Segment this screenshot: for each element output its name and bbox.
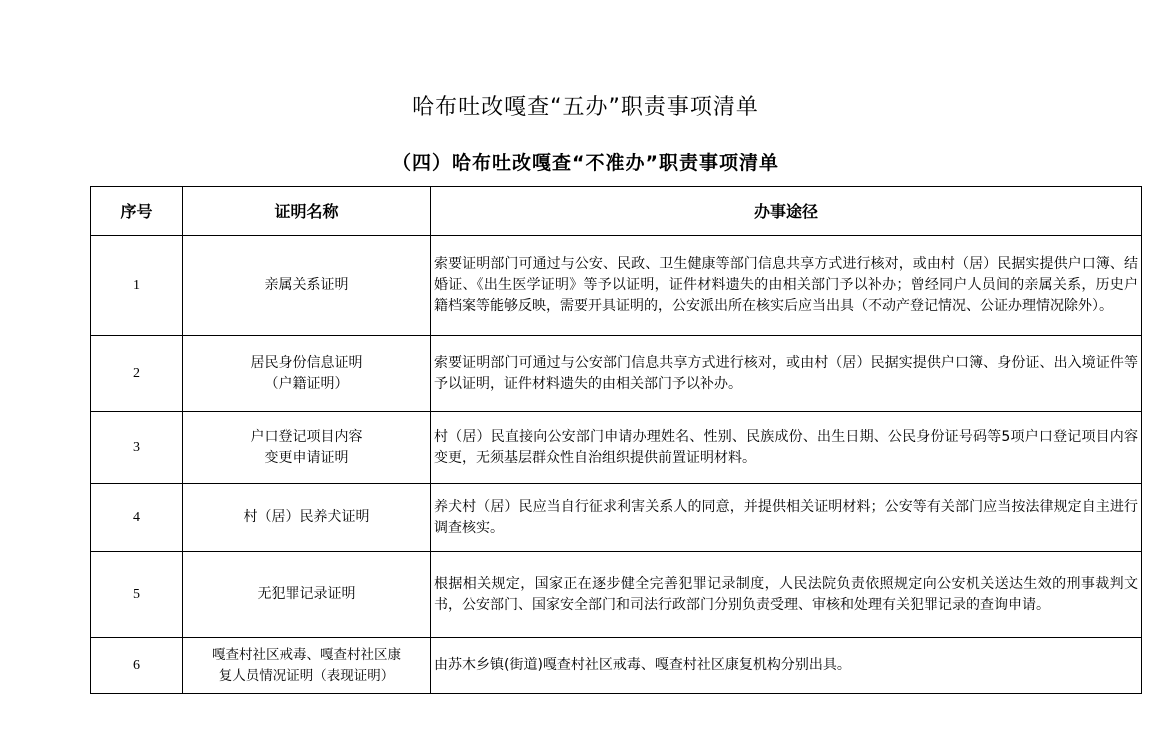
row-name-line1: 居民身份信息证明: [250, 354, 363, 371]
row-name-line1: 户口登记项目内容: [250, 428, 363, 445]
table-row: [91, 336, 1142, 412]
page-title: 哈布吐改嘎查“五办”职责事项清单: [412, 95, 759, 120]
row-index: 6: [91, 638, 183, 694]
row-index: 3: [91, 412, 183, 484]
row-name-line1: 村（居）民养犬证明: [243, 509, 370, 525]
row-index: 4: [91, 484, 183, 552]
row-name-line2: （户籍证明）: [264, 375, 349, 392]
row-path: 村（居）民直接向公安部门申请办理姓名、性别、民族成份、出生日期、公民身份证号码等5项户口登记项目内容变更，无须基层群众性自治组织提供前置证明材料。: [431, 412, 1142, 484]
header-name: 证明名称: [183, 187, 431, 236]
row-name: [183, 336, 431, 412]
header-path: 办事途径: [431, 187, 1142, 236]
page-subtitle: （四）哈布吐改嘎查“不准办”职责事项清单: [392, 152, 779, 174]
duties-table: [90, 186, 1142, 694]
row-index: 5: [91, 552, 183, 638]
row-name: [183, 552, 431, 638]
row-path: 索要证明部门可通过与公安部门信息共享方式进行核对，或由村（居）民据实提供户口簿、身份证、出入境证件等予以证明，证件材料遗失的由相关部门予以补办。: [431, 336, 1142, 412]
table-row: [91, 236, 1142, 336]
header-index: 序号: [91, 187, 183, 236]
row-name-line2: 复人员情况证明（表现证明）: [218, 667, 395, 684]
row-index: 1: [91, 236, 183, 336]
table-row: [91, 552, 1142, 638]
row-name: [183, 484, 431, 552]
row-path: 养犬村（居）民应当自行征求利害关系人的同意，并提供相关证明材料；公安等有关部门应当按法律规定自主进行调查核实。: [431, 484, 1142, 552]
row-index: 2: [91, 336, 183, 412]
row-name-line2: 变更申请证明: [264, 449, 349, 466]
table-row: [91, 484, 1142, 552]
row-name: [183, 638, 431, 694]
row-path: 由苏木乡镇(街道)嘎查村社区戒毒、嘎查村社区康复机构分别出具。: [431, 638, 1142, 694]
row-name-line1: 亲属关系证明: [264, 277, 349, 293]
row-path: 索要证明部门可通过与公安、民政、卫生健康等部门信息共享方式进行核对，或由村（居）民据实提供户口簿、结婚证、《出生医学证明》等予以证明，证件材料遗失的由相关部门予以补办；曾经同户人员间的亲属关系，历史户籍档案等能够反映，需要开具证明的，公安派出所在核实后应当出具（不动产登记情况、公证办理情况除外）。: [431, 236, 1142, 336]
table-row: [91, 638, 1142, 694]
row-name: [183, 236, 431, 336]
row-name-line1: 嘎查村社区戒毒、嘎查村社区康: [212, 646, 401, 663]
table-header-row: [91, 187, 1142, 236]
row-name: [183, 412, 431, 484]
row-name-line1: 无犯罪记录证明: [257, 586, 356, 602]
row-path: 根据相关规定，国家正在逐步健全完善犯罪记录制度，人民法院负责依照规定向公安机关送达生效的刑事裁判文书，公安部门、国家安全部门和司法行政部门分别负责受理、审核和处理有关犯罪记录的查询申请。: [431, 552, 1142, 638]
table-row: [91, 412, 1142, 484]
